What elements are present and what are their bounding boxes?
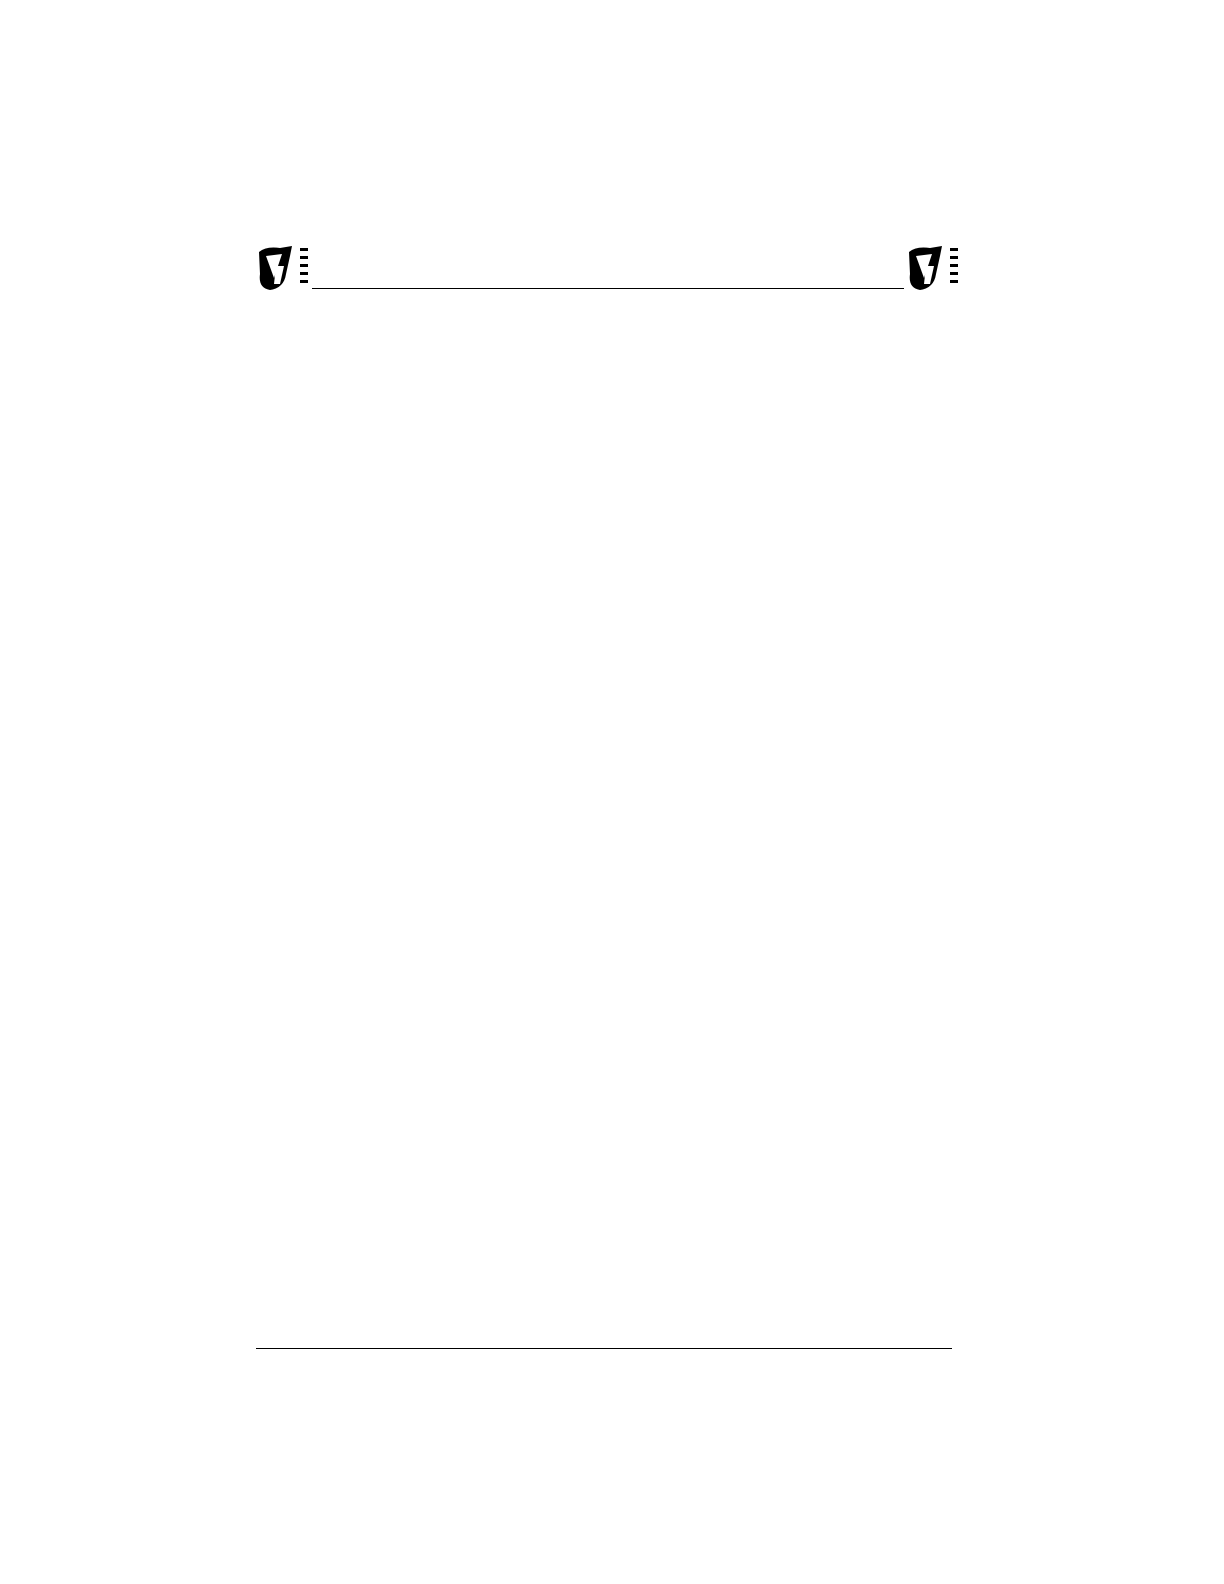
page-header [256, 244, 968, 294]
header-rule [312, 288, 904, 289]
studbook-logo-icon [906, 244, 964, 292]
footer-rule [256, 1348, 952, 1349]
studbook-logo-icon [256, 244, 314, 292]
